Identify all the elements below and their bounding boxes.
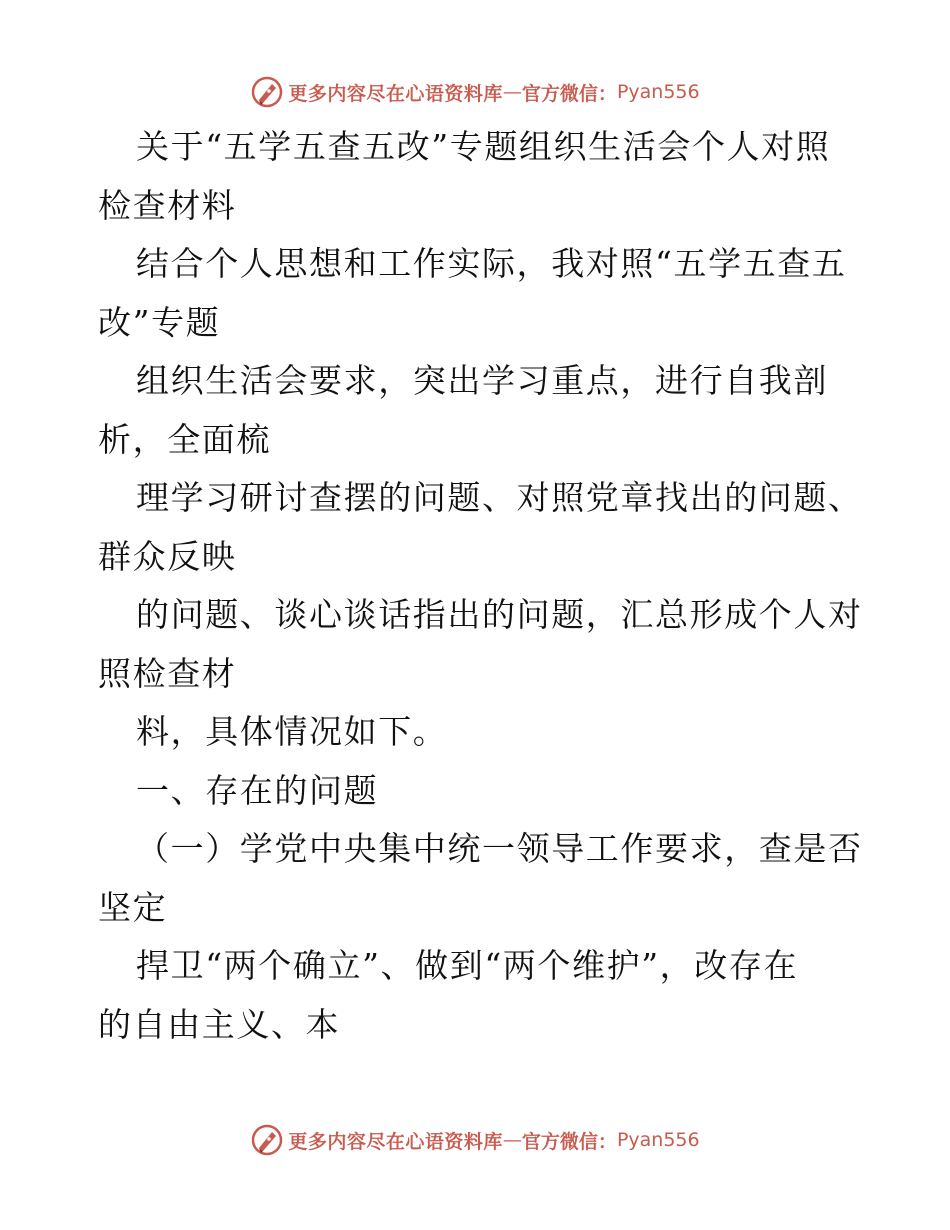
watermark-separator: — (502, 1129, 522, 1151)
pen-nib-circle-icon (250, 75, 284, 109)
text-line: 检查材料 (98, 185, 237, 225)
text-line: 理学习研讨查摆的问题、对照党章找出的问题、 (136, 478, 863, 517)
text-line: 的自由主义、本 (98, 1004, 341, 1044)
text-line: 组织生活会要求，突出学习重点，进行自我剖 (136, 361, 828, 400)
text-line: 料，具体情况如下。 (136, 712, 448, 751)
text-line: 坚定 (98, 887, 168, 927)
text-line: 关于“五学五查五改”专题组织生活会个人对照 (136, 127, 831, 166)
watermark-wechat-label: 官方微信： (521, 1130, 617, 1153)
text-line: 的问题、谈心谈话指出的问题，汇总形成个人对 (136, 595, 863, 634)
text-line: 析，全面梳 (98, 419, 271, 459)
text-line: 改”专题 (98, 302, 221, 342)
watermark-footer (0, 1118, 950, 1162)
watermark-wechat-id: Pyan556 (616, 81, 700, 103)
watermark-header (0, 70, 950, 114)
watermark-text: 更多内容尽在心语资料库 (288, 1130, 503, 1153)
text-line: 一、存在的问题 (136, 770, 379, 810)
text-line: 群众反映 (98, 536, 237, 576)
text-line: 照检查材 (98, 653, 237, 693)
watermark-text: 更多内容尽在心语资料库 (288, 82, 503, 105)
document-body (98, 118, 863, 1054)
pen-nib-circle-icon (250, 1123, 284, 1157)
watermark-wechat-label: 官方微信： (521, 82, 617, 105)
watermark-separator: — (502, 81, 522, 103)
text-line: （一）学党中央集中统一领导工作要求，查是否 (136, 829, 863, 868)
text-line: 结合个人思想和工作实际，我对照“五学五查五 (136, 244, 847, 283)
watermark-wechat-id: Pyan556 (616, 1129, 700, 1151)
text-line: 捍卫“两个确立”、做到“两个维护”，改存在 (136, 946, 799, 985)
